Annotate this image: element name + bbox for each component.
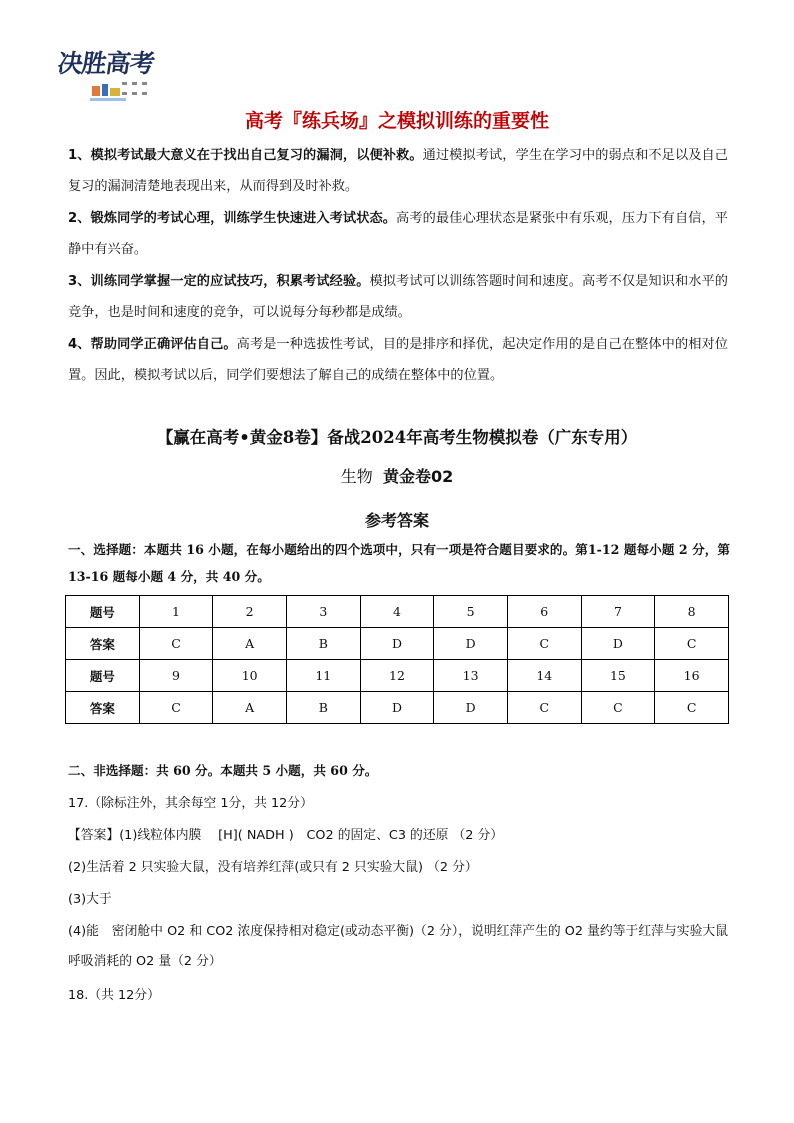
table-cell: 9 [139, 660, 213, 692]
table-cell: D [581, 628, 655, 660]
table-cell: C [139, 692, 213, 724]
logo-illustration [88, 80, 168, 104]
q17-answer-1: 【答案】(1)线粒体内膜 [H]( NADH ) CO2 的固定、C3 的还原 （2 分） [68, 828, 504, 843]
table-cell: B [286, 692, 360, 724]
table-cell: 13 [434, 660, 508, 692]
table-cell: D [360, 692, 434, 724]
paragraph-2-bold: 2、锻炼同学的考试心理，训练学生快速进入考试状态。 [68, 211, 397, 226]
table-cell: C [507, 628, 581, 660]
table-cell: 7 [581, 596, 655, 628]
table-cell: D [434, 692, 508, 724]
table-cell: C [507, 692, 581, 724]
table-cell: 11 [286, 660, 360, 692]
paragraph-1-text: 通过模拟考试，学生在学习中的弱点和不足以及自己复习的漏洞清楚地表现出来，从而得到及时补救。 [68, 148, 728, 194]
q18-header: 18.（共 12分） [68, 988, 160, 1003]
paragraph-3-bold: 3、训练同学掌握一定的应试技巧，积累考试经验。 [68, 274, 370, 289]
paragraph-4 [68, 329, 728, 391]
table-cell: 4 [360, 596, 434, 628]
table-cell: 14 [507, 660, 581, 692]
row-label: 题号 [66, 660, 140, 692]
table-cell: 10 [213, 660, 287, 692]
table-cell: 2 [213, 596, 287, 628]
logo-text: 决胜高考 [55, 49, 156, 78]
table-cell: C [581, 692, 655, 724]
q17-answer-2: (2)生活着 2 只实验大鼠，没有培养红萍(或只有 2 只实验大鼠) （2 分） [68, 860, 478, 875]
paragraph-2 [68, 203, 728, 265]
row-label: 题号 [66, 596, 140, 628]
table-cell: A [213, 628, 287, 660]
q17-header: 17.（除标注外，其余每空 1分，共 12分） [68, 796, 313, 811]
table-cell: D [360, 628, 434, 660]
table-row [66, 628, 729, 660]
table-cell: B [286, 628, 360, 660]
paragraph-1 [68, 140, 728, 202]
paper-name: 黄金卷02 [382, 467, 454, 486]
subject-name: 生物 [340, 467, 373, 486]
table-cell: 3 [286, 596, 360, 628]
paragraph-1-bold: 1、模拟考试最大意义在于找出自己复习的漏洞，以便补救。 [68, 148, 423, 163]
section2-title: 二、非选择题：共 60 分。本题共 5 小题，共 60 分。 [68, 763, 378, 778]
exam-title: 【赢在高考•黄金8卷】备战2024年高考生物模拟卷（广东专用） [156, 428, 638, 447]
row-label: 答案 [66, 692, 140, 724]
paragraph-2-text: 高考的最佳心理状态是紧张中有乐观，压力下有自信，平静中有兴奋。 [68, 211, 728, 257]
table-row [66, 596, 729, 628]
table-cell: 8 [655, 596, 729, 628]
table-cell: 1 [139, 596, 213, 628]
table-cell: 16 [655, 660, 729, 692]
answer-title: 参考答案 [364, 511, 429, 530]
table-cell: D [434, 628, 508, 660]
table-cell: 5 [434, 596, 508, 628]
table-row [66, 692, 729, 724]
table-cell: 12 [360, 660, 434, 692]
table-cell: C [655, 692, 729, 724]
logo [55, 44, 170, 108]
subject-line [0, 464, 794, 487]
paragraph-4-bold: 4、帮助同学正确评估自己。 [68, 337, 237, 352]
banner-title: 高考『练兵场』之模拟训练的重要性 [244, 110, 549, 132]
table-cell: C [655, 628, 729, 660]
row-label: 答案 [66, 628, 140, 660]
paragraph-4-text: 高考是一种选拔性考试，目的是排序和择优，起决定作用的是自己在整体中的相对位置。因此，模拟考试以后，同学们要想法了解自己的成绩在整体中的位置。 [68, 337, 728, 383]
table-cell: 6 [507, 596, 581, 628]
answer-table [65, 595, 729, 724]
paragraph-3-text: 模拟考试可以训练答题时间和速度。高考不仅是知识和水平的竞争，也是时间和速度的竞争，可以说每分每秒都是成绩。 [68, 274, 728, 320]
q17-answer-4: (4)能 密闭舱中 O2 和 CO2 浓度保持相对稳定(或动态平衡)（2 分），说明红萍产生的 O2 量约等于红萍与实验大鼠呼吸消耗的 O2 量（2 分） [68, 924, 728, 969]
section1-description: 一、选择题：本题共 16 小题，在每小题给出的四个选项中，只有一项是符合题目要求的。第1-12 题每小题 2 分，第 13-16 题每小题 4 分，共 40 分。 [68, 542, 730, 584]
q17-answer-3: (3)大于 [68, 892, 112, 907]
table-cell: 15 [581, 660, 655, 692]
table-cell: C [139, 628, 213, 660]
table-cell: A [213, 692, 287, 724]
paragraph-3 [68, 266, 728, 328]
table-row [66, 660, 729, 692]
